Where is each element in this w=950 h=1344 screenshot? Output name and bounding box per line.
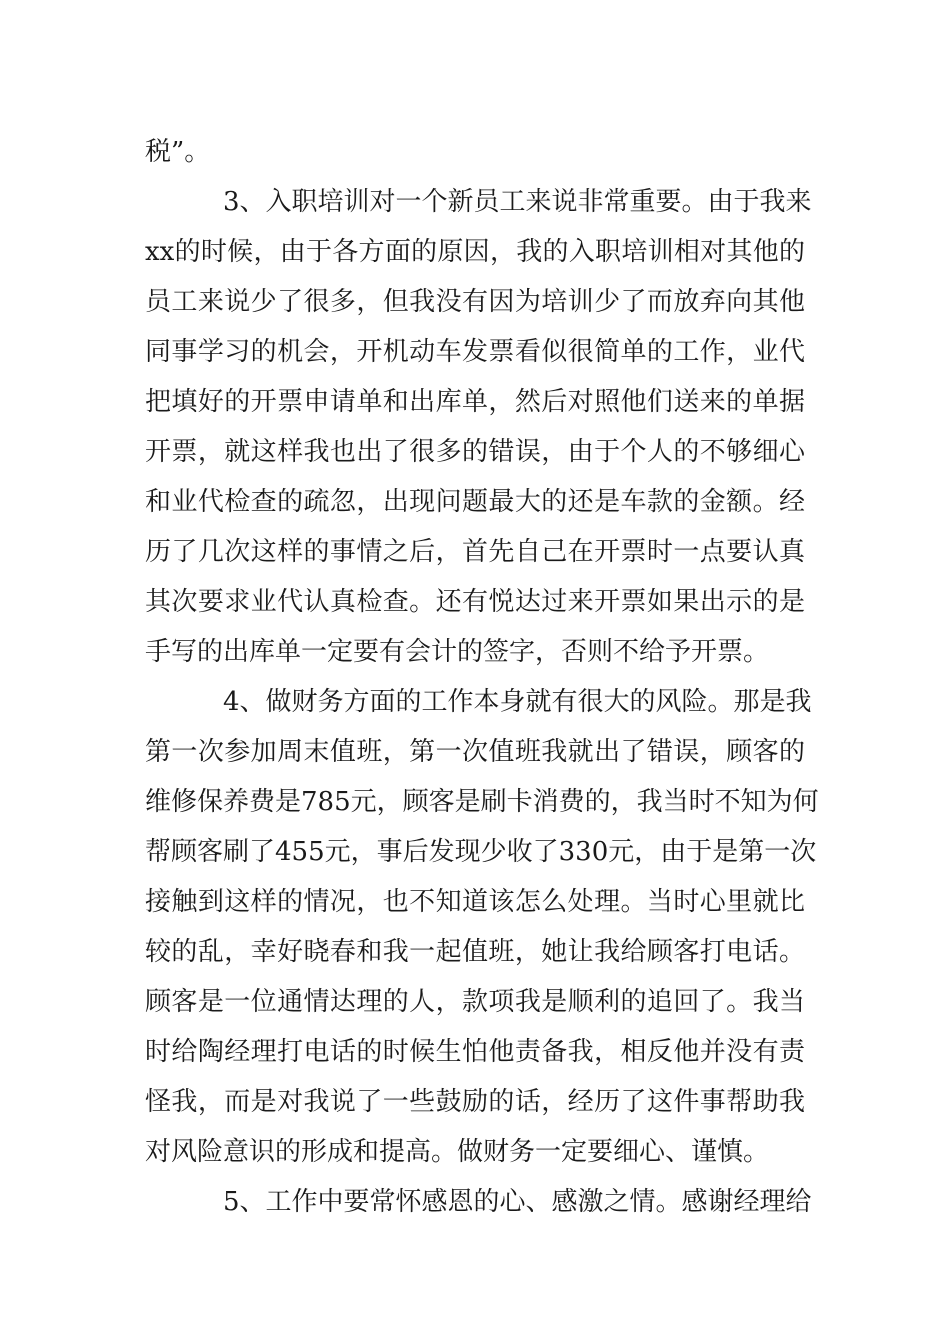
text-line: 顾客是一位通情达理的人，款项我是顺利的追回了。我当 [145,987,805,1017]
text-line: 较的乱，幸好晓春和我一起值班，她让我给顾客打电话。 [145,937,805,967]
paragraph-4-start: 4、做财务方面的工作本身就有很大的风险。那是我 [223,687,812,717]
text-line: 手写的出库单一定要有会计的签字，否则不给予开票。 [145,637,770,667]
text-line: 第一次参加周末值班，第一次值班我就出了错误，顾客的 [145,737,805,767]
text-line: 接触到这样的情况，也不知道该怎么处理。当时心里就比 [145,887,805,917]
text-line: xx的时候，由于各方面的原因，我的入职培训相对其他的 [145,237,805,267]
text-line: 税”。 [145,137,211,167]
text-line: 把填好的开票申请单和出库单，然后对照他们送来的单据 [145,387,805,417]
text-line: 和业代检查的疏忽，出现问题最大的还是车款的金额。经 [145,487,805,517]
paragraph-3-start: 3、入职培训对一个新员工来说非常重要。由于我来 [223,187,812,217]
text-line: 其次要求业代认真检查。还有悦达过来开票如果出示的是 [145,587,805,617]
text-line: 时给陶经理打电话的时候生怕他责备我，相反他并没有责 [145,1037,805,1067]
text-line: 同事学习的机会，开机动车发票看似很简单的工作，业代 [145,337,805,367]
text-line: 员工来说少了很多，但我没有因为培训少了而放弃向其他 [145,287,805,317]
text-line: 对风险意识的形成和提高。做财务一定要细心、谨慎。 [145,1137,770,1167]
text-line: 怪我，而是对我说了一些鼓励的话，经历了这件事帮助我 [145,1087,805,1117]
text-line: 历了几次这样的事情之后，首先自己在开票时一点要认真 [145,537,805,567]
text-line: 维修保养费是785元，顾客是刷卡消费的，我当时不知为何 [145,787,819,817]
text-line: 开票，就这样我也出了很多的错误，由于个人的不够细心 [145,437,805,467]
text-line: 帮顾客刷了455元，事后发现少收了330元，由于是第一次 [145,837,817,867]
paragraph-5-start: 5、工作中要常怀感恩的心、感激之情。感谢经理给 [223,1187,812,1217]
